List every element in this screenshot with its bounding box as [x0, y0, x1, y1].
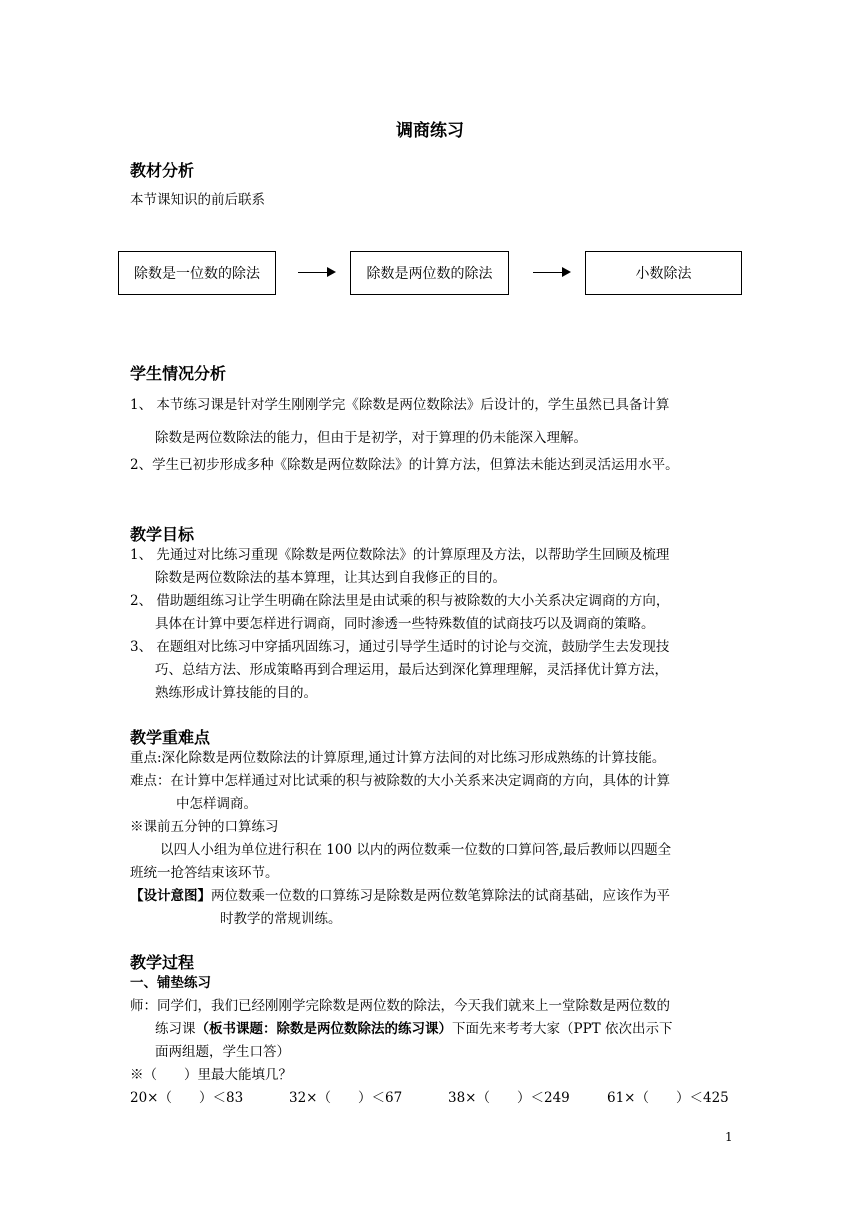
paragraph: 本节课知识的前后联系 [130, 192, 265, 208]
flow-box-1: 除数是一位数的除法 [118, 251, 276, 295]
subheading: 一、铺垫练习 [130, 975, 211, 991]
paragraph: 除数是两位数除法的基本算理，让其达到自我修正的目的。 [155, 570, 506, 586]
paragraph: 熟练形成计算技能的目的。 [155, 685, 317, 701]
paragraph: ※课前五分钟的口算练习 [130, 819, 279, 835]
flow-box-2: 除数是两位数的除法 [350, 251, 509, 295]
expression: 32×（ ）＜67 [289, 1090, 403, 1106]
paragraph: 以四人小组为单位进行积在 100 以内的两位数乘一位数的口算问答,最后教师以四题全 [160, 842, 672, 858]
paragraph: ※（ ）里最大能填几？ [130, 1067, 292, 1083]
flow-box-3: 小数除法 [585, 251, 742, 295]
paragraph: 除数是两位数除法的能力，但由于是初学，对于算理的仍未能深入理解。 [155, 430, 587, 446]
paragraph: 面两组题，学生口答） [155, 1044, 290, 1060]
page-number: 1 [725, 1130, 733, 1144]
expression: 61×（ ）＜425 [607, 1090, 729, 1106]
paragraph: 2、 借助题组练习让学生明确在除法里是由试乘的积与被除数的大小关系决定调商的方向， [130, 593, 670, 609]
section-heading-student-analysis: 学生情况分析 [130, 364, 227, 383]
paragraph: 【设计意图】两位数乘一位数的口算练习是除数是两位数笔算除法的试商基础，应该作为平 [130, 888, 670, 904]
design-label: 【设计意图】 [130, 888, 211, 904]
arrow-icon [533, 272, 569, 273]
page-title: 调商练习 [396, 121, 464, 141]
section-heading-teaching-goals: 教学目标 [130, 525, 195, 544]
expression: 38×（ ）＜249 [448, 1090, 570, 1106]
paragraph: 具体在计算中要怎样进行调商，同时渗透一些特殊数值的试商技巧以及调商的策略。 [155, 616, 655, 632]
paragraph: 难点：在计算中怎样通过对比试乘的积与被除数的大小关系来决定调商的方向，具体的计算 [130, 773, 670, 789]
paragraph: 班统一抢答结束该环节。 [130, 865, 279, 881]
paragraph: 练习课（板书课题：除数是两位数除法的练习课）下面先来考考大家（PPT 依次出示下 [155, 1021, 673, 1037]
section-heading-teaching-process: 教学过程 [130, 953, 195, 972]
paragraph: 1、 本节练习课是针对学生刚刚学完《除数是两位数除法》后设计的，学生虽然已具备计算 [130, 397, 670, 413]
paragraph: 时教学的常规训练。 [220, 911, 342, 927]
paragraph: 1、 先通过对比练习重现《除数是两位数除法》的计算原理及方法，以帮助学生回顾及梳理 [130, 547, 670, 563]
arrow-icon [298, 272, 334, 273]
paragraph: 2、学生已初步形成多种《除数是两位数除法》的计算方法，但算法未能达到灵活运用水平。 [130, 457, 679, 473]
expression: 20×（ ）＜83 [130, 1090, 244, 1106]
paragraph: 重点:深化除数是两位数除法的计算原理,通过计算方法间的对比练习形成熟练的计算技能。 [130, 750, 666, 766]
section-heading-material-analysis: 教材分析 [130, 161, 195, 180]
paragraph: 师：同学们，我们已经刚刚学完除数是两位数的除法，今天我们就来上一堂除数是两位数的 [130, 998, 670, 1014]
paragraph: 3、 在题组对比练习中穿插巩固练习，通过引导学生适时的讨论与交流，鼓励学生去发现技 [130, 639, 670, 655]
section-heading-key-difficult: 教学重难点 [130, 728, 211, 747]
paragraph: 巧、总结方法、形成策略再到合理运用，最后达到深化算理理解，灵活择优计算方法， [155, 662, 668, 678]
paragraph: 中怎样调商。 [176, 796, 257, 812]
